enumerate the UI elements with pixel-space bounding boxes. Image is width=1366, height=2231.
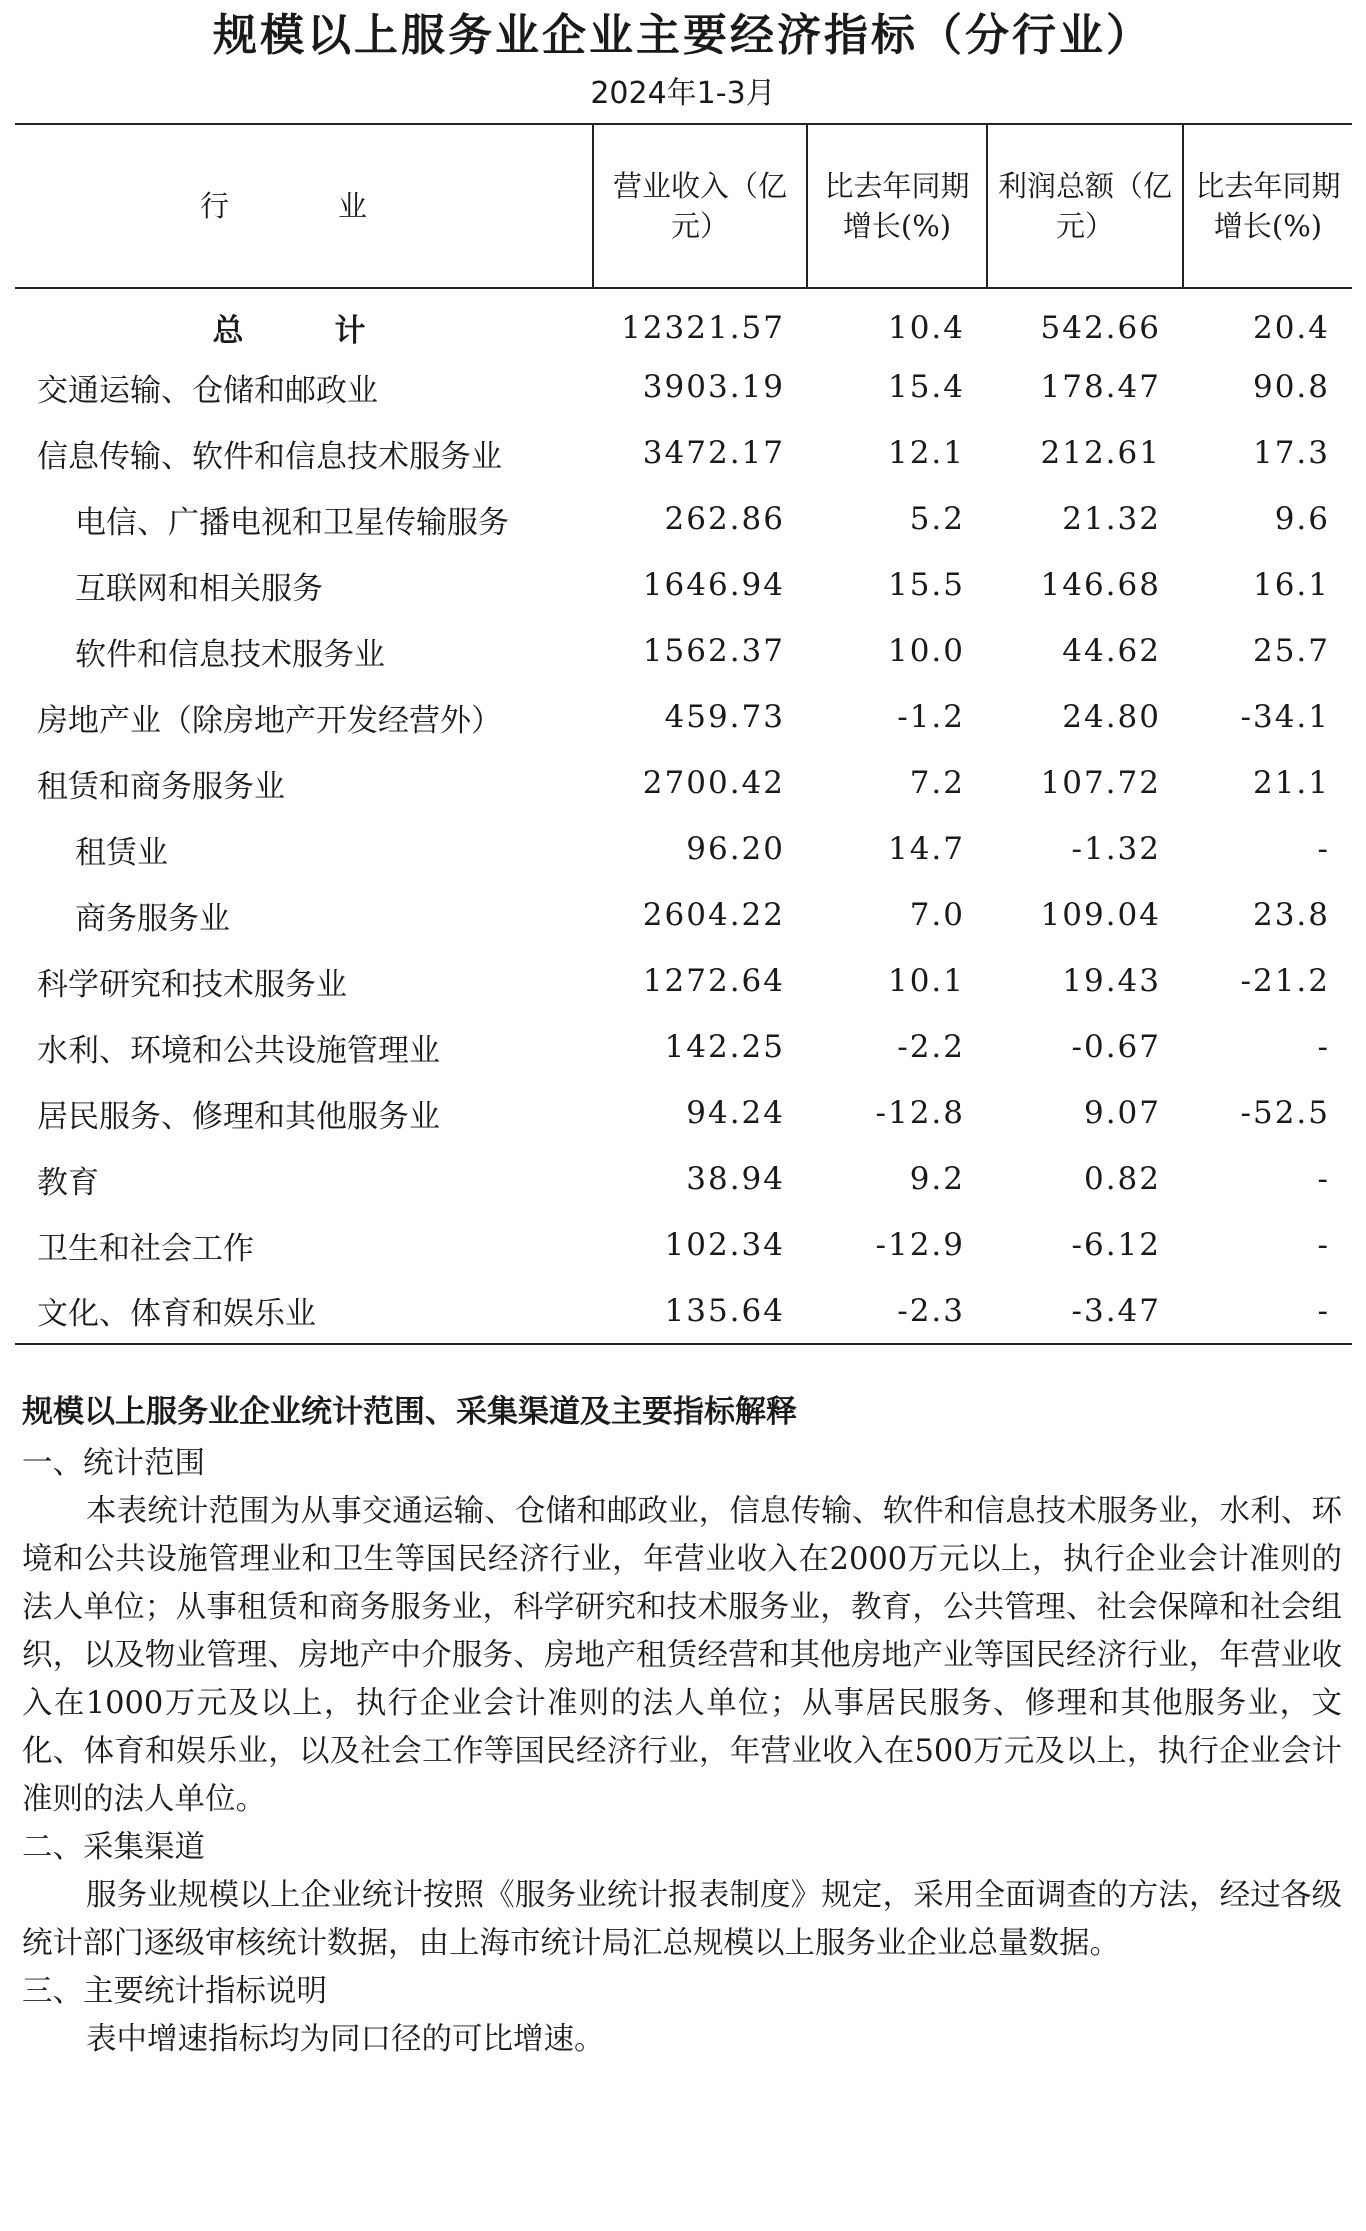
- table-row: [15, 1278, 1352, 1344]
- profit-cell: 178.47: [1040, 369, 1161, 405]
- revenue-growth-cell: -2.3: [807, 1278, 987, 1344]
- table-row: [15, 420, 1352, 486]
- revenue-cell: 142.25: [664, 1029, 785, 1065]
- profit-cell: 146.68: [1040, 567, 1161, 603]
- revenue-cell: 38.94: [686, 1161, 785, 1197]
- profit-growth-cell: -21.2: [1240, 963, 1330, 999]
- notes-heading: 规模以上服务业企业统计范围、采集渠道及主要指标解释: [22, 1394, 797, 1430]
- profit-growth-cell: 25.7: [1252, 633, 1330, 669]
- revenue-growth-cell: 10.1: [887, 963, 965, 999]
- profit-cell: 21.32: [1062, 501, 1161, 537]
- profit-growth-cell: 16.1: [1252, 567, 1330, 603]
- table-row: [15, 750, 1352, 816]
- revenue-growth-cell: 12.1: [887, 435, 965, 471]
- revenue-cell: 96.20: [686, 831, 785, 867]
- industry-name-cell: 教育: [37, 1164, 99, 1201]
- revenue-growth-cell: 5.2: [909, 501, 965, 537]
- profit-cell: 212.61: [1040, 435, 1161, 471]
- profit-cell: -1.32: [1071, 831, 1161, 867]
- table-row: [15, 288, 1352, 354]
- table-row: [15, 684, 1352, 750]
- profit-growth-cell: -: [1317, 831, 1330, 867]
- profit-growth-cell: 23.8: [1252, 897, 1330, 933]
- revenue-growth-cell: 14.7: [887, 831, 965, 867]
- revenue-growth-cell: -12.8: [875, 1095, 965, 1131]
- profit-cell: 24.80: [1062, 699, 1161, 735]
- profit-growth-cell: -: [1317, 1029, 1330, 1065]
- industry-name-cell: 商务服务业: [75, 900, 230, 937]
- profit-cell: 107.72: [1040, 765, 1161, 801]
- industry-name-cell: 卫生和社会工作: [37, 1230, 254, 1267]
- section2-body: 服务业规模以上企业统计按照《服务业统计报表制度》规定，采用全面调查的方法，经过各级统计部门逐级审核统计数据，由上海市统计局汇总规模以上服务业企业总量数据。: [22, 1878, 1342, 1961]
- profit-growth-cell: -52.5: [1240, 1095, 1330, 1131]
- industry-name-cell: 居民服务、修理和其他服务业: [37, 1098, 440, 1135]
- profit-cell: 109.04: [1040, 897, 1161, 933]
- profit-growth-cell: 17.3: [1252, 435, 1330, 471]
- profit-growth-cell: 9.6: [1274, 501, 1330, 537]
- profit-cell: -6.12: [1071, 1227, 1161, 1263]
- table-row: [15, 816, 1352, 882]
- revenue-growth-cell: 15.5: [887, 567, 965, 603]
- revenue-growth-cell: -2.2: [897, 1029, 965, 1065]
- table-row: [15, 552, 1352, 618]
- profit-growth-cell: 90.8: [1252, 369, 1330, 405]
- profit-cell: 44.62: [1062, 633, 1161, 669]
- section3-title: 三、主要统计指标说明: [22, 1974, 327, 2009]
- profit-cell: 9.07: [1083, 1095, 1161, 1131]
- header-profit: 利润总额（亿元）: [987, 124, 1183, 288]
- profit-cell: 0.82: [1083, 1161, 1161, 1197]
- revenue-growth-cell: 7.0: [909, 897, 965, 933]
- industry-name-cell: 信息传输、软件和信息技术服务业: [37, 438, 502, 475]
- industry-name-cell: 租赁业: [75, 834, 168, 871]
- table-row: [15, 486, 1352, 552]
- industry-name-cell: 科学研究和技术服务业: [37, 966, 347, 1003]
- page-title: 规模以上服务业企业主要经济指标（分行业）: [213, 10, 1153, 61]
- revenue-cell: 262.86: [664, 501, 785, 537]
- industry-name-cell: 电信、广播电视和卫星传输服务: [75, 504, 509, 541]
- industry-name-cell: 互联网和相关服务: [75, 570, 323, 607]
- table-row: [15, 882, 1352, 948]
- revenue-cell: 135.64: [593, 1278, 807, 1344]
- revenue-cell: 2604.22: [642, 897, 785, 933]
- table-row: [15, 1080, 1352, 1146]
- header-industry: 行 业: [15, 124, 593, 288]
- notes-section: [22, 1388, 1342, 2064]
- header-revenue: 营业收入（亿元）: [593, 124, 807, 288]
- profit-growth-cell: -34.1: [1240, 699, 1330, 735]
- table-row: [15, 1014, 1352, 1080]
- revenue-cell: 1272.64: [642, 963, 785, 999]
- revenue-cell: 1562.37: [642, 633, 785, 669]
- revenue-growth-cell: 7.2: [909, 765, 965, 801]
- revenue-cell: 1646.94: [642, 567, 785, 603]
- profit-growth-cell: -: [1317, 1161, 1330, 1197]
- indicators-table: [15, 123, 1352, 1345]
- profit-growth-cell: -: [1317, 1227, 1330, 1263]
- revenue-cell: 102.34: [664, 1227, 785, 1263]
- profit-cell: 19.43: [1062, 963, 1161, 999]
- table-body: [15, 288, 1352, 1344]
- industry-name-cell: 总 计: [212, 313, 396, 349]
- table-row: [15, 1212, 1352, 1278]
- revenue-growth-cell: 10.0: [887, 633, 965, 669]
- page-subtitle: 2024年1-3月: [590, 76, 776, 111]
- table-row: [15, 948, 1352, 1014]
- table-row: [15, 618, 1352, 684]
- industry-name-cell: 房地产业（除房地产开发经营外）: [37, 702, 502, 739]
- section2-title: 二、采集渠道: [22, 1830, 205, 1865]
- revenue-cell: 94.24: [686, 1095, 785, 1131]
- revenue-growth-cell: 9.2: [909, 1161, 965, 1197]
- revenue-growth-cell: -12.9: [875, 1227, 965, 1263]
- revenue-growth-cell: 15.4: [887, 369, 965, 405]
- profit-cell: -0.67: [1071, 1029, 1161, 1065]
- industry-name-cell: 交通运输、仓储和邮政业: [37, 372, 378, 409]
- industry-name-cell: 软件和信息技术服务业: [75, 636, 385, 673]
- profit-growth-cell: 21.1: [1252, 765, 1330, 801]
- profit-cell: -3.47: [987, 1278, 1183, 1344]
- revenue-growth-cell: -1.2: [897, 699, 965, 735]
- section1-title: 一、统计范围: [22, 1446, 205, 1481]
- section3-body: 表中增速指标均为同口径的可比增速。: [86, 2022, 605, 2057]
- section1-body: 本表统计范围为从事交通运输、仓储和邮政业，信息传输、软件和信息技术服务业，水利、环境和公共设施管理业和卫生等国民经济行业，年营业收入在2000万元以上，执行企业会计准则的法人单位；从事租赁和商务服务业，科学研究和技术服务业，教育，公共管理、社会保障和社会组织，以及物业管理、房地产中介服务、房地产租赁经营和其他房地产业等国民经济行业，年营业收入在1000万元及以上，执行企业会计准则的法人单位；从事居民服务、修理和其他服务业，文化、体育和娱乐业，以及社会工作等国民经济行业，年营业收入在500万元及以上，执行企业会计准则的法人单位。: [22, 1494, 1342, 1817]
- profit-cell: 542.66: [1040, 309, 1161, 346]
- revenue-cell: 3903.19: [642, 369, 785, 405]
- revenue-growth-cell: 10.4: [887, 309, 965, 346]
- profit-growth-cell: -: [1183, 1278, 1352, 1344]
- revenue-cell: 12321.57: [621, 309, 785, 346]
- revenue-cell: 459.73: [664, 699, 785, 735]
- table-row: [15, 354, 1352, 420]
- industry-name-cell: 水利、环境和公共设施管理业: [37, 1032, 440, 1069]
- table-row: [15, 1146, 1352, 1212]
- profit-growth-cell: 20.4: [1252, 309, 1330, 346]
- table-header-row: [15, 124, 1352, 288]
- revenue-cell: 3472.17: [642, 435, 785, 471]
- industry-name-cell: 租赁和商务服务业: [37, 768, 285, 805]
- industry-name-cell: 文化、体育和娱乐业: [15, 1278, 593, 1344]
- revenue-cell: 2700.42: [642, 765, 785, 801]
- header-profit-growth: 比去年同期增长(%): [1183, 124, 1352, 288]
- header-revenue-growth: 比去年同期增长(%): [807, 124, 987, 288]
